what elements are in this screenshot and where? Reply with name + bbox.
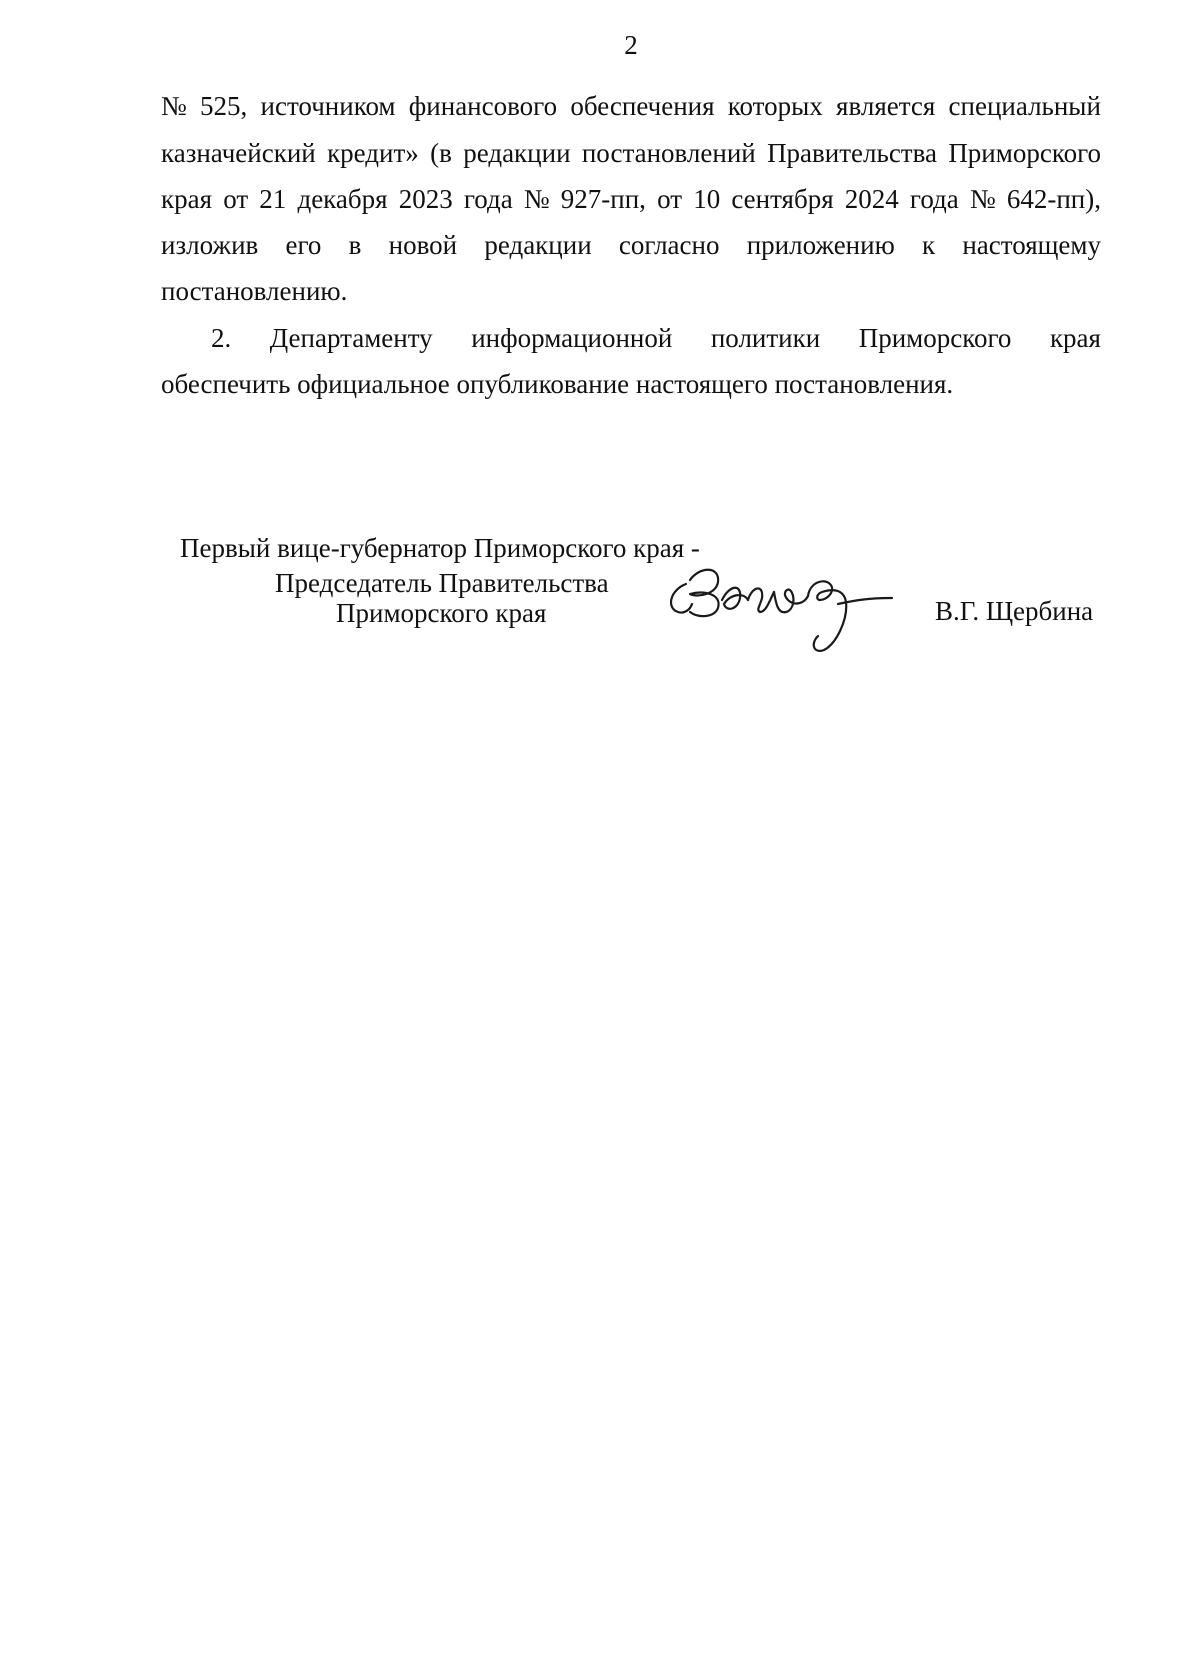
word: № [523,184,550,214]
word: 642-пп), [1006,184,1101,214]
word: обеспечения [570,91,715,121]
word: финансового [408,91,558,121]
word: Приморского [948,138,1101,168]
page-number: 2 [624,30,638,60]
word: кредит» [327,138,419,168]
paragraph-2-line-1 [211,322,1101,354]
word: приложению [746,230,895,260]
word: Приморского [858,323,1012,353]
word: новой [388,230,458,260]
word: изложив [161,230,259,260]
word: № [969,184,996,214]
handwritten-signature [660,560,920,670]
word: настоящему [962,230,1101,260]
word: постановлений [581,138,756,168]
word: от [657,184,683,214]
word: Правительства [767,138,937,168]
paragraph-1-line-1 [161,90,1101,122]
word: его [285,230,322,260]
word: 525, [200,91,248,121]
paragraph-1-line-2 [161,137,1101,169]
word: года [463,184,513,214]
paragraph-1-line-3 [161,183,1101,215]
word: к [922,230,936,260]
word: источником [260,91,396,121]
signer-position-line-1: Первый вице-губернатор Приморского края - [180,533,700,563]
word: 10 [693,184,721,214]
word: информационной [471,323,673,353]
word: Департаменту [269,323,433,353]
word: согласно [618,230,720,260]
word: 2023 [398,184,453,214]
word: от [223,184,249,214]
word: редакции [463,138,571,168]
word: 21 [259,184,287,214]
word: сентября [731,184,834,214]
word: политики [710,323,821,353]
text-line: обеспечить официальное опубликование настоящего постановления. [161,369,954,399]
paragraph-1-line-4 [161,229,1101,261]
item-number: 2. [211,323,232,353]
paragraph-2-line-2 [161,368,1101,400]
paragraph-1-line-5 [161,275,1101,307]
word: года [909,184,959,214]
word: декабря [297,184,388,214]
word: № [161,91,187,121]
word: 927-пп, [560,184,646,214]
word: (в [430,138,452,168]
word: в [348,230,362,260]
word: казначейский [161,138,316,168]
signer-position-line-2: Председатель Правительства [275,568,609,598]
word: постановлению. [161,276,348,306]
word: редакции [484,230,592,260]
word: специальный [948,91,1101,121]
word: 2024 [844,184,899,214]
word: которых [727,91,823,121]
signer-position-line-3: Приморского края [336,598,547,628]
signer-name: В.Г. Щербина [935,596,1094,626]
word: является [836,91,936,121]
word: края [161,184,213,214]
word: края [1049,323,1101,353]
